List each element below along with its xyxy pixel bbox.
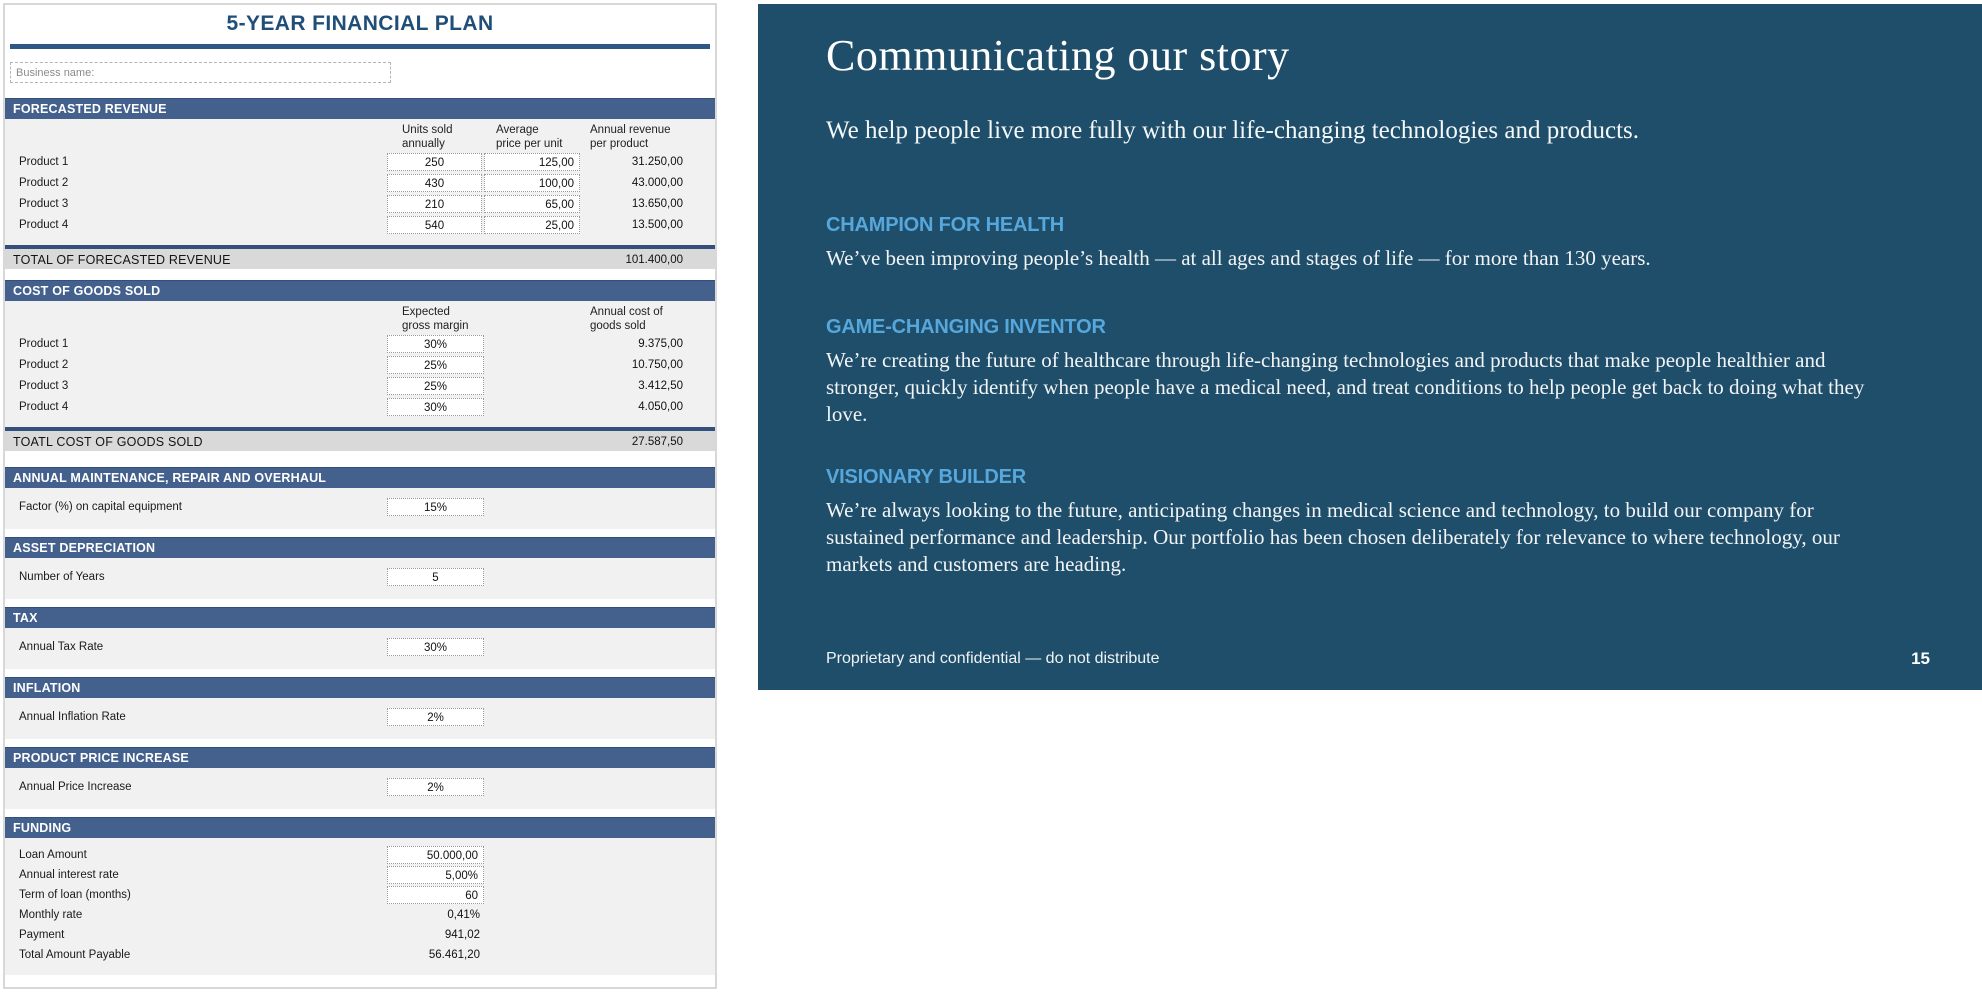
- table-row: Product 2 25% 10.750,00: [5, 355, 715, 376]
- slide-body-champion: We’ve been improving people’s health — at all ages and stages of life — for more than 130 years.: [826, 246, 1651, 270]
- gross-margin-input[interactable]: 25%: [387, 356, 484, 374]
- slide-footer-confidential: Proprietary and confidential — do not distribute: [826, 650, 1160, 667]
- total-forecasted-revenue-row: TOTAL OF FORECASTED REVENUE 101.400,00: [5, 245, 715, 269]
- total-amount-payable-value: 56.461,20: [428, 949, 480, 961]
- title-underline: [10, 44, 710, 49]
- slide-body-builder: We’re always looking to the future, anticipating changes in medical science and technology, to build our company for sustained performance and leadership. Our portfolio has been chosen deliberately for relevance to where technology, our markets and customers are heading.: [826, 498, 1840, 576]
- tax-rate-input[interactable]: 30%: [387, 638, 484, 656]
- slide-title: Communicating our story: [826, 31, 1290, 80]
- price-per-unit-input[interactable]: 100,00: [484, 174, 580, 192]
- annual-cost-value: 3.412,50: [638, 380, 683, 392]
- total-cogs-value: 27.587,50: [631, 436, 683, 448]
- table-row: Factor (%) on capital equipment 15%: [5, 497, 715, 518]
- column-header-annual-revenue: Annual revenue per product: [590, 124, 671, 150]
- interest-rate-input[interactable]: 5,00%: [387, 866, 484, 884]
- column-header-annual-cost: Annual cost of goods sold: [590, 306, 663, 332]
- cogs-column-headers: [5, 303, 715, 334]
- table-row: Product 1 30% 9.375,00: [5, 334, 715, 355]
- table-row: Term of loan (months) 60: [5, 885, 715, 905]
- column-header-average-price: Average price per unit: [496, 124, 563, 150]
- table-row: Total Amount Payable 56.461,20: [19, 949, 480, 961]
- presentation-slide: [758, 4, 1982, 690]
- annual-cost-value: 9.375,00: [638, 338, 683, 350]
- section-header-funding: FUNDING: [5, 817, 715, 838]
- inflation-rate-input[interactable]: 2%: [387, 708, 484, 726]
- plan-title: 5-YEAR FINANCIAL PLAN: [226, 12, 494, 35]
- table-row: Monthly rate 0,41%: [19, 909, 480, 921]
- table-row: Product 3 25% 3.412,50: [5, 376, 715, 397]
- table-row: Product 1 250 125,00 31.250,00: [5, 152, 715, 173]
- slide-heading-builder: VISIONARY BUILDER: [826, 466, 1026, 488]
- section-header-tax: TAX: [5, 607, 715, 628]
- annual-revenue-value: 13.500,00: [631, 219, 683, 231]
- depreciation-years-input[interactable]: 5: [387, 568, 484, 586]
- gross-margin-input[interactable]: 25%: [387, 377, 484, 395]
- forecasted-revenue-table: [5, 119, 715, 245]
- price-increase-input[interactable]: 2%: [387, 778, 484, 796]
- price-per-unit-input[interactable]: 65,00: [484, 195, 580, 213]
- units-sold-input[interactable]: 430: [387, 174, 482, 192]
- table-row: Annual interest rate 5,00%: [5, 865, 715, 885]
- column-header-units-sold: Units sold annually: [402, 124, 453, 150]
- column-header-gross-margin: Expected gross margin: [402, 306, 469, 332]
- table-row: Product 4 30% 4.050,00: [5, 397, 715, 418]
- units-sold-input[interactable]: 210: [387, 195, 482, 213]
- table-row: Annual Tax Rate 30%: [5, 637, 715, 658]
- price-per-unit-input[interactable]: 125,00: [484, 153, 580, 171]
- annual-cost-value: 10.750,00: [631, 359, 683, 371]
- section-header-maintenance: ANNUAL MAINTENANCE, REPAIR AND OVERHAUL: [5, 467, 715, 488]
- slide-subtitle: We help people live more fully with our life-changing technologies and products.: [826, 117, 1640, 144]
- total-cogs-row: TOATL COST OF GOODS SOLD 27.587,50: [5, 427, 715, 451]
- table-row: Product 3 210 65,00 13.650,00: [5, 194, 715, 215]
- annual-cost-value: 4.050,00: [638, 401, 683, 413]
- annual-revenue-value: 31.250,00: [631, 156, 683, 168]
- section-header-inflation: INFLATION: [5, 677, 715, 698]
- funding-table: [5, 838, 715, 975]
- section-header-forecasted-revenue: FORECASTED REVENUE: [5, 98, 715, 119]
- table-row: Loan Amount 50.000,00: [5, 845, 715, 865]
- loan-amount-input[interactable]: 50.000,00: [387, 846, 484, 864]
- section-header-asset-depreciation: ASSET DEPRECIATION: [5, 537, 715, 558]
- business-name-field[interactable]: Business name:: [10, 62, 391, 83]
- payment-value: 941,02: [444, 929, 480, 941]
- annual-revenue-value: 13.650,00: [631, 198, 683, 210]
- table-row: Annual Price Increase 2%: [5, 777, 715, 798]
- table-row: Product 2 430 100,00 43.000,00: [5, 173, 715, 194]
- price-per-unit-input[interactable]: 25,00: [484, 216, 580, 234]
- table-row: Annual Inflation Rate 2%: [5, 707, 715, 728]
- monthly-rate-value: 0,41%: [447, 909, 480, 921]
- section-header-cost-of-goods-sold: COST OF GOODS SOLD: [5, 280, 715, 301]
- gross-margin-input[interactable]: 30%: [387, 335, 484, 353]
- gross-margin-input[interactable]: 30%: [387, 398, 484, 416]
- total-forecasted-revenue-value: 101.400,00: [625, 254, 683, 266]
- slide-heading-champion: CHAMPION FOR HEALTH: [826, 214, 1065, 236]
- annual-revenue-value: 43.000,00: [631, 177, 683, 189]
- slide-page-number: 15: [1911, 649, 1930, 668]
- maintenance-factor-input[interactable]: 15%: [387, 498, 484, 516]
- loan-term-input[interactable]: 60: [387, 886, 484, 904]
- slide-heading-inventor: GAME-CHANGING INVENTOR: [826, 316, 1106, 338]
- units-sold-input[interactable]: 250: [387, 153, 482, 171]
- table-row: Payment 941,02: [19, 929, 480, 941]
- slide-body-inventor: We’re creating the future of healthcare through life-changing technologies and products that make people healthier and stronger, quickly identify when people have a medical need, and treat conditions to help people get back to doing what they love.: [826, 348, 1865, 426]
- section-header-price-increase: PRODUCT PRICE INCREASE: [5, 747, 715, 768]
- cogs-table: [5, 301, 715, 427]
- table-row: Product 4 540 25,00 13.500,00: [5, 215, 715, 236]
- revenue-column-headers: [5, 121, 715, 152]
- table-row: Number of Years 5: [5, 567, 715, 588]
- financial-plan-panel: [3, 3, 717, 989]
- units-sold-input[interactable]: 540: [387, 216, 482, 234]
